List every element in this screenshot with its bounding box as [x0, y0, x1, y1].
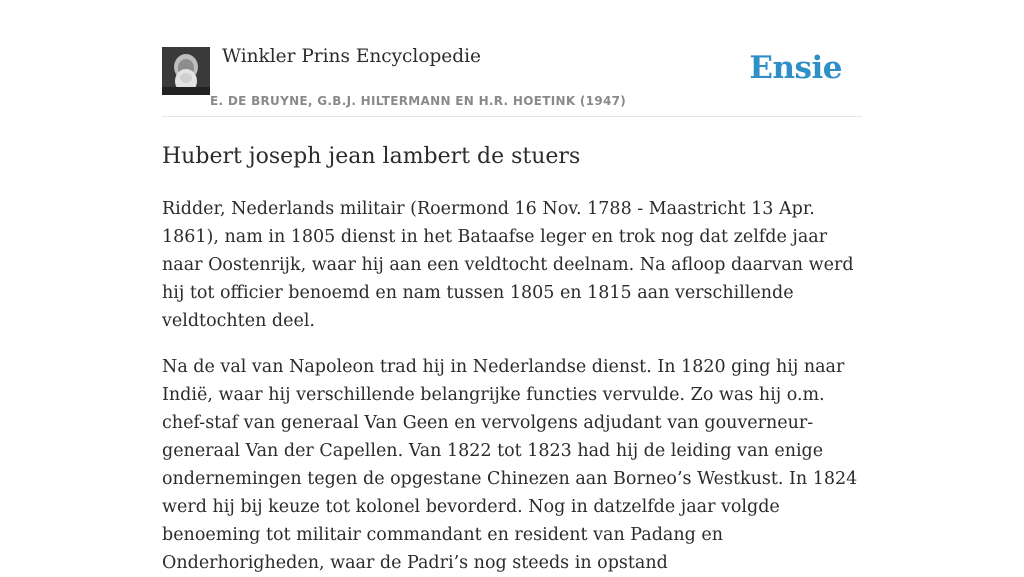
brand-logo[interactable]: Ensie: [749, 50, 842, 86]
source-header: [162, 0, 862, 117]
article-paragraph-2: Na de val van Napoleon trad hij in Nederlandse dienst. In 1820 ging hij naar Indië, waar hij verschillende belangrijke functies vervulde. Zo was hij o.m. chef-staf van generaal Van Geen en vervolgens adjudant van gouverneur-generaal Van der Capellen. Van 1822 tot 1823 had hij de leiding van enige ondernemingen tegen de opgestane Chinezen aan Borneo’s Westkust. In 1824 werd hij bij keuze tot kolonel bevorderd. Nog in datzelfde jaar volgde benoeming tot militair commandant en resident van Padang en Onderhorigheden, waar de Padri’s nog steeds in opstand: [162, 357, 858, 573]
page-container: [162, 0, 862, 577]
author-avatar[interactable]: [162, 47, 210, 95]
portrait-icon: [162, 47, 210, 95]
source-authors: E. DE BRUYNE, G.B.J. HILTERMANN EN H.R. HOETINK (1947): [210, 94, 627, 108]
source-title[interactable]: Winkler Prins Encyclopedie: [222, 46, 481, 67]
article-paragraph-1: Ridder, Nederlands militair (Roermond 16 Nov. 1788 - Maastricht 13 Apr. 1861), nam in 1805 dienst in het Bataafse leger en trok nog dat zelfde jaar naar Oostenrijk, waar hij aan een veldtocht deelnam. Na afloop daarvan werd hij tot officier benoemd en nam tussen 1805 en 1815 aan verschillende veldtochten deel.: [162, 199, 854, 331]
article-title: Hubert joseph jean lambert de stuers: [162, 144, 581, 169]
